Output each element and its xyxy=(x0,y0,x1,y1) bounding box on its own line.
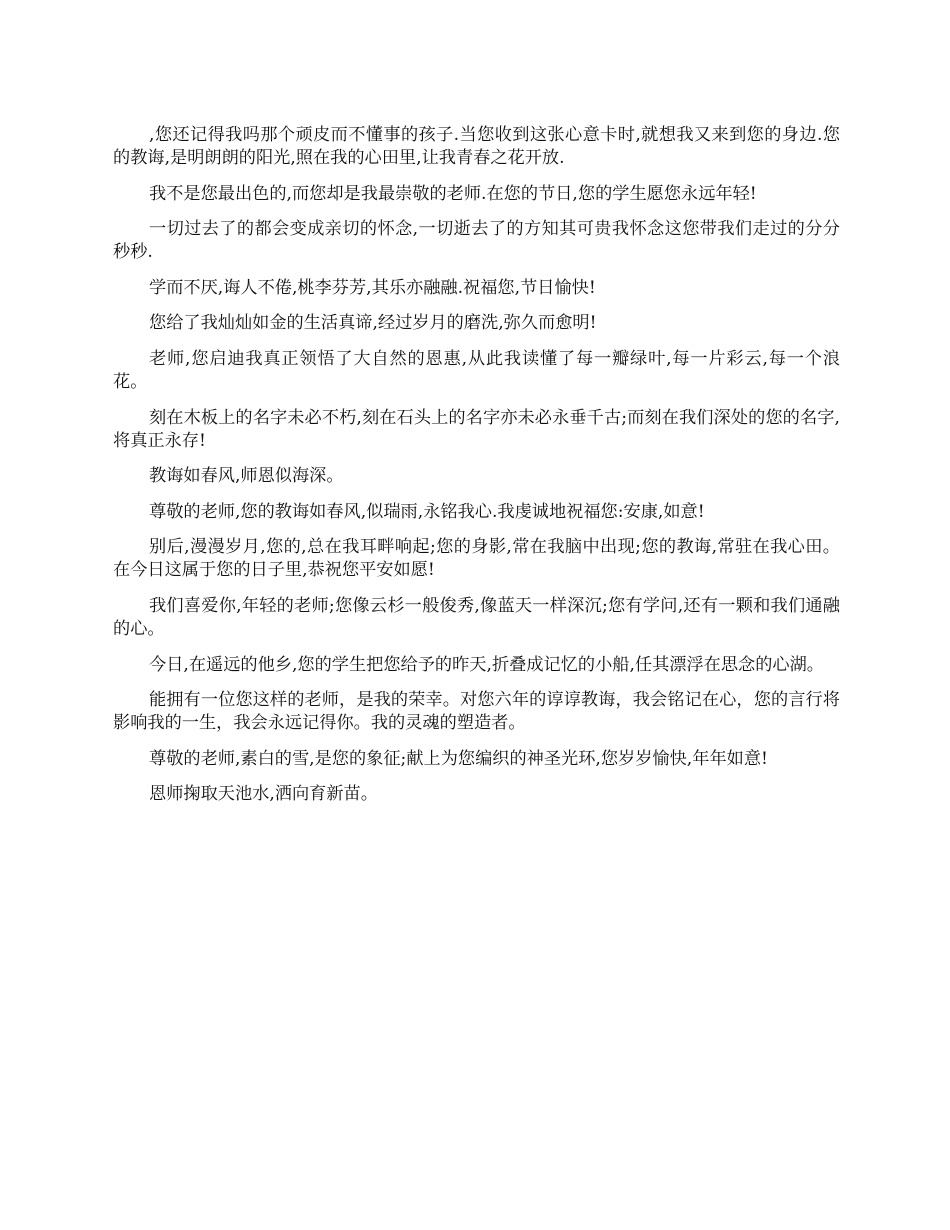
paragraph-1: ,您还记得我吗那个顽皮而不懂事的孩子.当您收到这张心意卡时,就想我又来到您的身边.您的教诲,是明朗朗的阳光,照在我的心田里,让我青春之花开放. xyxy=(113,125,840,168)
paragraph-2: 我不是您最出色的,而您却是我最崇敬的老师.在您的节日,您的学生愿您永远年轻! xyxy=(149,183,757,204)
paragraph-4: 学而不厌,诲人不倦,桃李芬芳,其乐亦融融.祝福您,节日愉快! xyxy=(149,277,596,298)
paragraph-15: 恩师掬取天池水,洒向育新苗。 xyxy=(149,784,378,805)
paragraph-11: 我们喜爱你,年轻的老师;您像云杉一般俊秀,像蓝天一样深沉;您有学问,还有一颗和我们通融的心。 xyxy=(113,595,840,639)
paragraph-8: 教诲如春风,师恩似海深。 xyxy=(149,466,344,487)
paragraph-6: 老师,您启迪我真正领悟了大自然的恩惠,从此我读懂了每一瓣绿叶,每一片彩云,每一个浪花。 xyxy=(113,348,840,392)
paragraph-5: 您给了我灿灿如金的生活真谛,经过岁月的磨洗,弥久而愈明! xyxy=(149,313,597,334)
paragraph-13: 能拥有一位您这样的老师，是我的荣幸。对您六年的谆谆教诲，我会铭记在心，您的言行将影响我的一生，我会永远记得你。我的灵魂的塑造者。 xyxy=(113,690,840,734)
document-body xyxy=(113,124,840,819)
paragraph-3: 一切过去了的都会变成亲切的怀念,一切逝去了的方知其可贵我怀念这您带我们走过的分分秒秒. xyxy=(113,219,840,263)
paragraph-7: 刻在木板上的名字未必不朽,刻在石头上的名字亦未必永垂千古;而刻在我们深处的您的名字,将真正永存! xyxy=(113,407,840,451)
paragraph-14: 尊敬的老师,素白的雪,是您的象征;献上为您编织的神圣光环,您岁岁愉快,年年如意! xyxy=(149,748,768,769)
paragraph-10: 别后,漫漫岁月,您的,总在我耳畔响起;您的身影,常在我脑中出现;您的教诲,常驻在我心田。在今日这属于您的日子里,恭祝您平安如愿! xyxy=(113,537,840,581)
paragraph-9: 尊敬的老师,您的教诲如春风,似瑞雨,永铭我心.我虔诚地祝福您:安康,如意! xyxy=(149,501,705,522)
paragraph-12: 今日,在遥远的他乡,您的学生把您给予的昨天,折叠成记忆的小船,任其漂浮在思念的心湖。 xyxy=(149,654,824,675)
